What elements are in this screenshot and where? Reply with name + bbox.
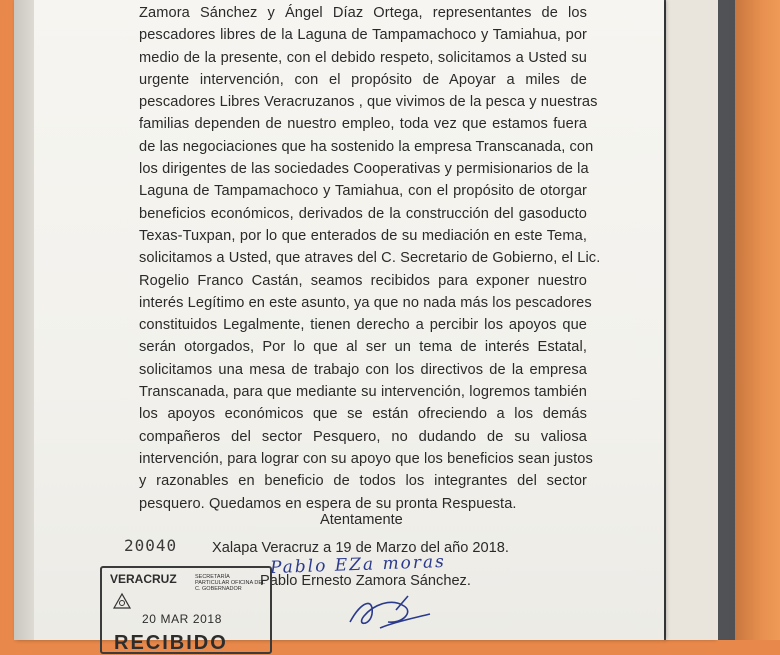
orange-background: [735, 0, 780, 640]
letter-line: los apoyos económicos que se están ofreciendo a los demás: [139, 406, 587, 423]
letter-line: serán otorgados, Por lo que al ser un tema de interés Estatal,: [139, 339, 587, 356]
stamp-office: SECRETARÍA PARTICULAR OFICINA DEL C. GOBERNADOR: [195, 574, 265, 592]
letter-line: pescadores libres de la Laguna de Tampamachoco y Tamiahua, por: [139, 27, 587, 44]
letter-line: medio de la presente, con el debido respeto, solicitamos a Usted su: [139, 49, 587, 66]
letter-line: compañeros del sector Pesquero, no dudando de su valiosa: [139, 428, 587, 445]
letter-line: los dirigentes de las sociedades Cooperativas y permisionarios de la: [139, 161, 589, 178]
closing: Atentamente: [320, 512, 403, 528]
letter-line: y razonables en beneficio de todos los integrantes del sector: [139, 473, 587, 490]
letter-page: [14, 0, 664, 654]
letter-line: interés Legítimo en este asunto, ya que no nada más los pescadores: [139, 294, 592, 311]
letter-line: pescadores Libres Veracruzanos , que vivimos de la pesca y nuestras: [139, 94, 598, 111]
letter-line: urgente intervención, con el propósito de Apoyar a miles de: [139, 71, 587, 88]
letter-line: familias dependen de nuestro empleo, toda vez que estamos fuera: [139, 116, 587, 133]
stamp-logo: VERACRUZ: [110, 572, 177, 586]
page-left-shadow: [14, 0, 34, 640]
stamp-status: RECIBIDO: [114, 632, 228, 654]
letter-line: Laguna de Tampamachoco y Tamiahua, con el propósito de otorgar: [139, 183, 587, 200]
letter-line: pesquero. Quedamos en espera de su pronta Respuesta.: [139, 495, 517, 512]
letter-line: Texas-Tuxpan, por lo que enterados de su mediación en este Tema,: [139, 227, 587, 244]
letter-line: Transcanada, para que mediante su intervención, logremos también: [139, 384, 587, 401]
signer-name: Pablo Ernesto Zamora Sánchez.: [260, 573, 471, 589]
letter-body: [139, 2, 601, 515]
letter-line: Rogelio Franco Castán, seamos recibidos para exponer nuestro: [139, 272, 587, 289]
stamp-date: 20 MAR 2018: [142, 612, 222, 626]
letter-line: intervención, para lograr con su apoyo que los beneficios sean justos: [139, 450, 593, 467]
folder-edge: [666, 0, 718, 640]
place-date: Xalapa Veracruz a 19 de Marzo del año 2018.: [212, 540, 509, 556]
letter-line: solicitamos una mesa de trabajo con los directivos de la empresa: [139, 361, 587, 378]
letter-line: de las negociaciones que ha sostenido la empresa Transcanada, con: [139, 138, 594, 155]
letter-line: constituidos Legalmente, tienen derecho a percibir los apoyos que: [139, 317, 587, 334]
folio-number: 20040: [124, 536, 178, 555]
letter-line: Zamora Sánchez y Ángel Díaz Ortega, representantes de los: [139, 5, 587, 21]
handwritten-name: Pablo EZa moras: [269, 551, 447, 579]
received-stamp: [100, 566, 272, 654]
letter-line: beneficios económicos, derivados de la construcción del gasoducto: [139, 205, 587, 222]
veracruz-emblem-icon: [112, 592, 132, 610]
signature: [344, 592, 434, 632]
letter-line: solicitamos a Usted, que atraves del C. Secretario de Gobierno, el Lic.: [139, 250, 601, 267]
